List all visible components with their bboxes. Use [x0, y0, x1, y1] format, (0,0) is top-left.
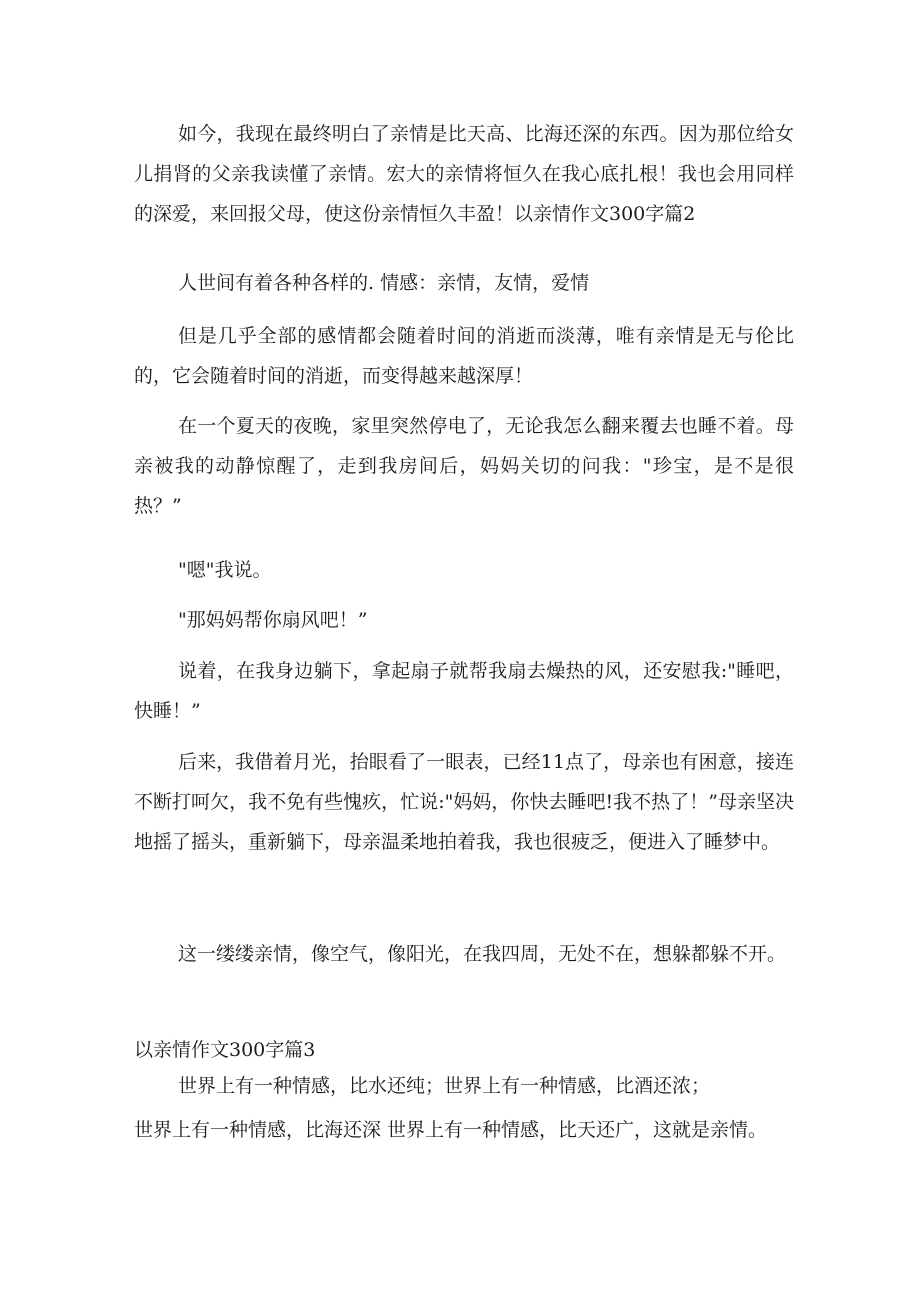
paragraph-3: 但是几乎全部的感情都会随着时间的消逝而淡薄，唯有亲情是无与伦比的，它会随着时间的消逝，而变得越来越深厚！ — [134, 325, 794, 387]
paragraph-6: "那妈妈帮你扇风吧！” — [178, 609, 368, 631]
closing-line-1: 世界上有一种情感，比水还纯；世界上有一种情感，比酒还浓； — [178, 1075, 711, 1097]
paragraph-1: 如今，我现在最终明白了亲情是比天高、比海还深的东西。因为那位给女儿捐肾的父亲我读懂了亲情。宏大的亲情将恒久在我心底扎根！我也会用同样的深爱，来回报父母，使这份亲情恒久丰盈！以亲情作文300字篇2 — [134, 123, 794, 225]
closing-line-2: 世界上有一种情感，比海还深 世界上有一种情感，比天还广，这就是亲情。 — [134, 1119, 768, 1141]
paragraph-4: 在一个夏天的夜晚，家里突然停电了，无论我怎么翻来覆去也睡不着。母亲被我的动静惊醒了，走到我房间后，妈妈关切的问我："珍宝，是不是很热？” — [134, 415, 794, 517]
paragraph-9: 这一缕缕亲情，像空气，像阳光，在我四周，无处不在，想躲都躲不开。 — [178, 943, 787, 965]
section-heading: 以亲情作文300字篇3 — [134, 1039, 316, 1061]
paragraph-5: "嗯"我说。 — [178, 559, 272, 581]
paragraph-2: 人世间有着各种各样的. 情感：亲情，友情，爱情 — [178, 272, 590, 294]
paragraph-7: 说着，在我身边躺下，拿起扇子就帮我扇去燥热的风，还安慰我:"睡吧，快睡！” — [134, 660, 794, 722]
paragraph-8: 后来，我借着月光，抬眼看了一眼表，已经11点了，母亲也有困意，接连不断打呵欠，我不免有些愧疚，忙说:"妈妈，你快去睡吧!我不热了！”母亲坚决地摇了摇头，重新躺下，母亲温柔地拍着我，我也很疲乏，便进入了睡梦中。 — [134, 751, 794, 853]
